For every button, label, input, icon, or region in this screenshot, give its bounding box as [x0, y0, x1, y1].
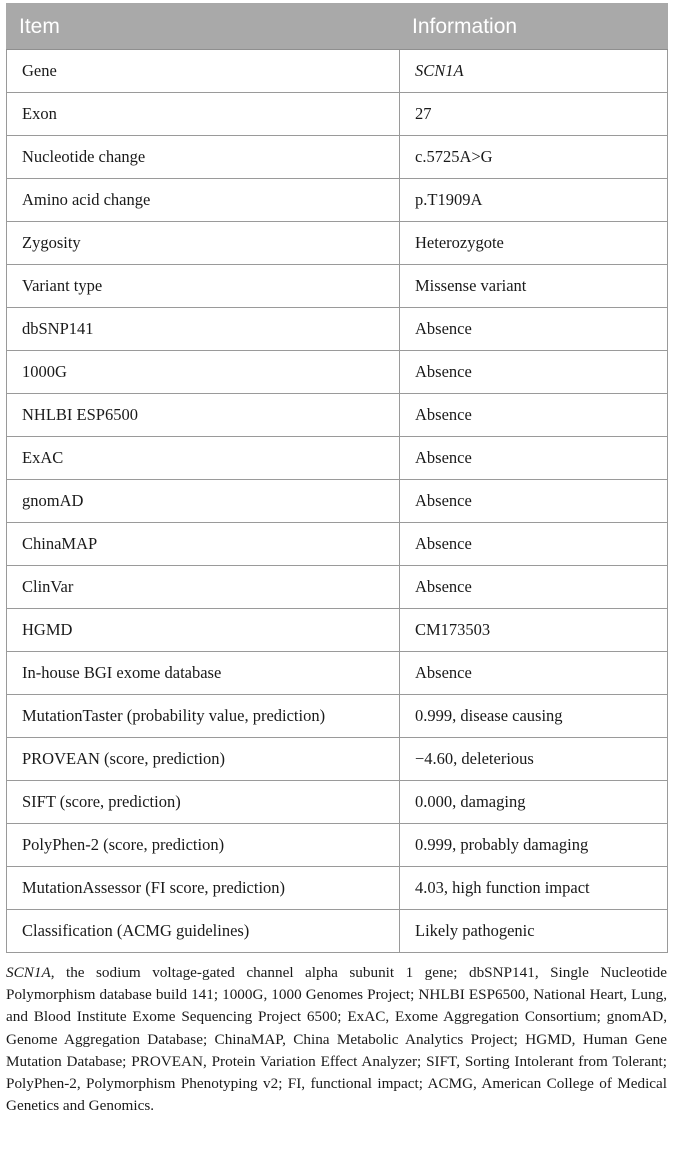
row-item-cell: MutationAssessor (FI score, prediction) — [7, 867, 400, 910]
table-row — [7, 910, 668, 953]
row-info-cell: c.5725A>G — [400, 136, 668, 179]
row-info-cell: 0.999, probably damaging — [400, 824, 668, 867]
row-item-cell: Zygosity — [7, 222, 400, 265]
row-info-cell: CM173503 — [400, 609, 668, 652]
row-item-cell: ChinaMAP — [7, 523, 400, 566]
row-info-cell: SCN1A — [400, 50, 668, 93]
row-item-cell: NHLBI ESP6500 — [7, 394, 400, 437]
row-info-cell: Heterozygote — [400, 222, 668, 265]
row-item-cell: Nucleotide change — [7, 136, 400, 179]
row-item-cell: Amino acid change — [7, 179, 400, 222]
row-item-cell: dbSNP141 — [7, 308, 400, 351]
table-row — [7, 394, 668, 437]
table-row — [7, 609, 668, 652]
table-header-row — [7, 4, 668, 50]
table-row — [7, 437, 668, 480]
table-row — [7, 566, 668, 609]
header-item: Item — [7, 4, 400, 50]
row-item-cell: In-house BGI exome database — [7, 652, 400, 695]
row-item-cell: ExAC — [7, 437, 400, 480]
row-item-cell: PolyPhen-2 (score, prediction) — [7, 824, 400, 867]
row-item-cell: PROVEAN (score, prediction) — [7, 738, 400, 781]
row-info-cell: Absence — [400, 480, 668, 523]
row-info-cell: 4.03, high function impact — [400, 867, 668, 910]
row-item-cell: gnomAD — [7, 480, 400, 523]
row-item-cell: MutationTaster (probability value, prediction) — [7, 695, 400, 738]
table-row — [7, 222, 668, 265]
table-row — [7, 351, 668, 394]
row-info-cell: Absence — [400, 308, 668, 351]
table-row — [7, 50, 668, 93]
row-item-cell: Exon — [7, 93, 400, 136]
row-info-cell: Missense variant — [400, 265, 668, 308]
table-row — [7, 824, 668, 867]
row-info-cell: Absence — [400, 652, 668, 695]
table-row — [7, 738, 668, 781]
row-info-cell: 0.000, damaging — [400, 781, 668, 824]
footnote-gene-abbrev: SCN1A — [6, 964, 51, 981]
variant-table-container — [6, 3, 667, 953]
row-info-cell: Absence — [400, 523, 668, 566]
row-info-cell: 27 — [400, 93, 668, 136]
row-info-cell: Absence — [400, 351, 668, 394]
row-item-cell: 1000G — [7, 351, 400, 394]
table-row — [7, 695, 668, 738]
row-info-cell: Likely pathogenic — [400, 910, 668, 953]
row-item-cell: HGMD — [7, 609, 400, 652]
table-row — [7, 652, 668, 695]
row-item-cell: ClinVar — [7, 566, 400, 609]
table-row — [7, 781, 668, 824]
row-item-cell: SIFT (score, prediction) — [7, 781, 400, 824]
table-body — [7, 50, 668, 953]
row-info-cell: −4.60, deleterious — [400, 738, 668, 781]
row-info-cell: Absence — [400, 566, 668, 609]
table-row — [7, 93, 668, 136]
row-item-cell: Gene — [7, 50, 400, 93]
row-info-cell: 0.999, disease causing — [400, 695, 668, 738]
table-row — [7, 523, 668, 566]
row-item-cell: Classification (ACMG guidelines) — [7, 910, 400, 953]
table-row — [7, 265, 668, 308]
table-footnote — [6, 962, 667, 1117]
table-row — [7, 308, 668, 351]
row-info-cell: Absence — [400, 437, 668, 480]
row-item-cell: Variant type — [7, 265, 400, 308]
table-row — [7, 867, 668, 910]
header-information: Information — [400, 4, 668, 50]
table-row — [7, 179, 668, 222]
footnote-text: , the sodium voltage-gated channel alpha subunit 1 gene; dbSNP141, Single Nucleotide Polymorphism database build 141; 1000G, 1000 Genomes Project; NHLBI ESP6500, National Heart, Lung, and Blood Institute Exome Sequencing Project 6500; ExAC, Exome Aggregation Consortium; gnomAD, Genome Aggregation Database; ChinaMAP, China Metabolic Analytics Project; HGMD, Human Gene Mutation Database; PROVEAN, Protein Variation Effect Analyzer; SIFT, Sorting Intolerant from Tolerant; PolyPhen-2, Polymorphism Phenotyping v2; FI, functional impact; ACMG, American College of Medical Genetics and Genomics. — [6, 964, 667, 1115]
variant-info-table — [6, 3, 668, 953]
row-info-cell: p.T1909A — [400, 179, 668, 222]
row-info-cell: Absence — [400, 394, 668, 437]
table-row — [7, 480, 668, 523]
table-row — [7, 136, 668, 179]
